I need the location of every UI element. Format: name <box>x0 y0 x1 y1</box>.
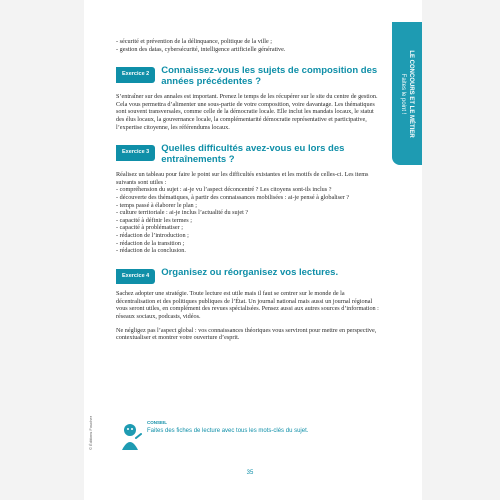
page-content <box>116 38 382 342</box>
list-item: - rédaction de la conclusion. <box>116 247 186 255</box>
list-item: - rédaction de l’introduction ; <box>116 231 189 239</box>
intro-bullet: - gestion des datas, cybersécurité, intelligence artificielle générative. <box>116 45 286 53</box>
conseil-label: CONSEIL <box>147 420 168 425</box>
page-number: 35 <box>246 470 254 476</box>
side-tab-subtitle: Faites le point ! <box>400 73 406 114</box>
exercise-title: Quelles difficultés avez-vous eu lors des entraînements ? <box>161 143 345 166</box>
exercise-3-header <box>116 143 382 165</box>
exercise-title: Connaissez-vous les sujets de composition des années précédentes ? <box>161 65 378 88</box>
list-item: - compréhension du sujet : ai-je vu l’aspect déconcentré ? Les citoyens sont-ils inclus ? <box>116 186 332 194</box>
intro-bullet: - sécurité et prévention de la délinquance, politique de la ville ; <box>116 38 273 45</box>
exercise-paragraph: Sachez adopter une stratégie. Toute lecture est utile mais il faut se centrer sur le monde de la décentralisation et des politiques publiques de l’État. Un journal national mais aussi un journal régional vous seront utiles, en complément des revues spécialisées. Pensez aussi aux autres sources d’information : réseaux sociaux, podcasts, vidéos. <box>116 290 379 321</box>
conseil-text: Faites des fiches de lecture avec tous les mots-clés du sujet. <box>147 428 309 434</box>
exercise-paragraph: S’entraîner sur des annales est important. Prenez le temps de les récupérer sur le site du centre de gestion. Cela vous permettra d’alimenter une sous-partie de votre composition, voire davantage. Les thématiques sont souvent transversales, comme celle de la démocratie locale. Elle inclut les mandats locaux, le statut des élus locaux, la gouvernance locale, la complémentarité démocratie représentative et participative, l’expertise citoyenne, les référendums locaux. <box>116 93 378 131</box>
exercise-paragraph: Ne négligez pas l’aspect global : vos connaissances théoriques vous serviront pour mettre en perspective, contextualiser et montrer votre ouverture d’esprit. <box>116 326 377 342</box>
section-side-tab <box>392 22 422 165</box>
exercise-2-header <box>116 65 382 87</box>
exercise-badge: Exercice 2 <box>116 67 155 83</box>
exercise-badge: Exercice 4 <box>116 269 155 285</box>
exercise-badge: Exercice 3 <box>116 145 155 161</box>
list-item: - culture territoriale : ai-je inclus l’actualité du sujet ? <box>116 209 249 217</box>
list-item: - rédaction de la transition ; <box>116 239 185 247</box>
exercise-title: Organisez ou réorganisez vos lectures. <box>161 266 339 278</box>
exercise-4-header <box>116 267 382 285</box>
mascot-icon <box>118 422 142 452</box>
exercise-intro: Réalisez un tableau pour faire le point sur les difficultés existantes et les motifs de celles-ci. Les items suivants sont utiles : <box>116 171 369 186</box>
list-item: - capacité à problématiser ; <box>116 224 183 232</box>
side-tab-title: LE CONCOURS ET LE MÉTIER <box>408 49 414 138</box>
list-item: - temps passé à élaborer le plan ; <box>116 201 197 209</box>
list-item: - capacité à définir les termes ; <box>116 216 192 224</box>
copyright-notice: © Éditions Foucher <box>88 415 93 450</box>
list-item: - découverte des thématiques, à partir des connaissances mobilisées : ai-je pensé à globaliser ? <box>116 193 350 201</box>
conseil-box <box>147 420 377 434</box>
